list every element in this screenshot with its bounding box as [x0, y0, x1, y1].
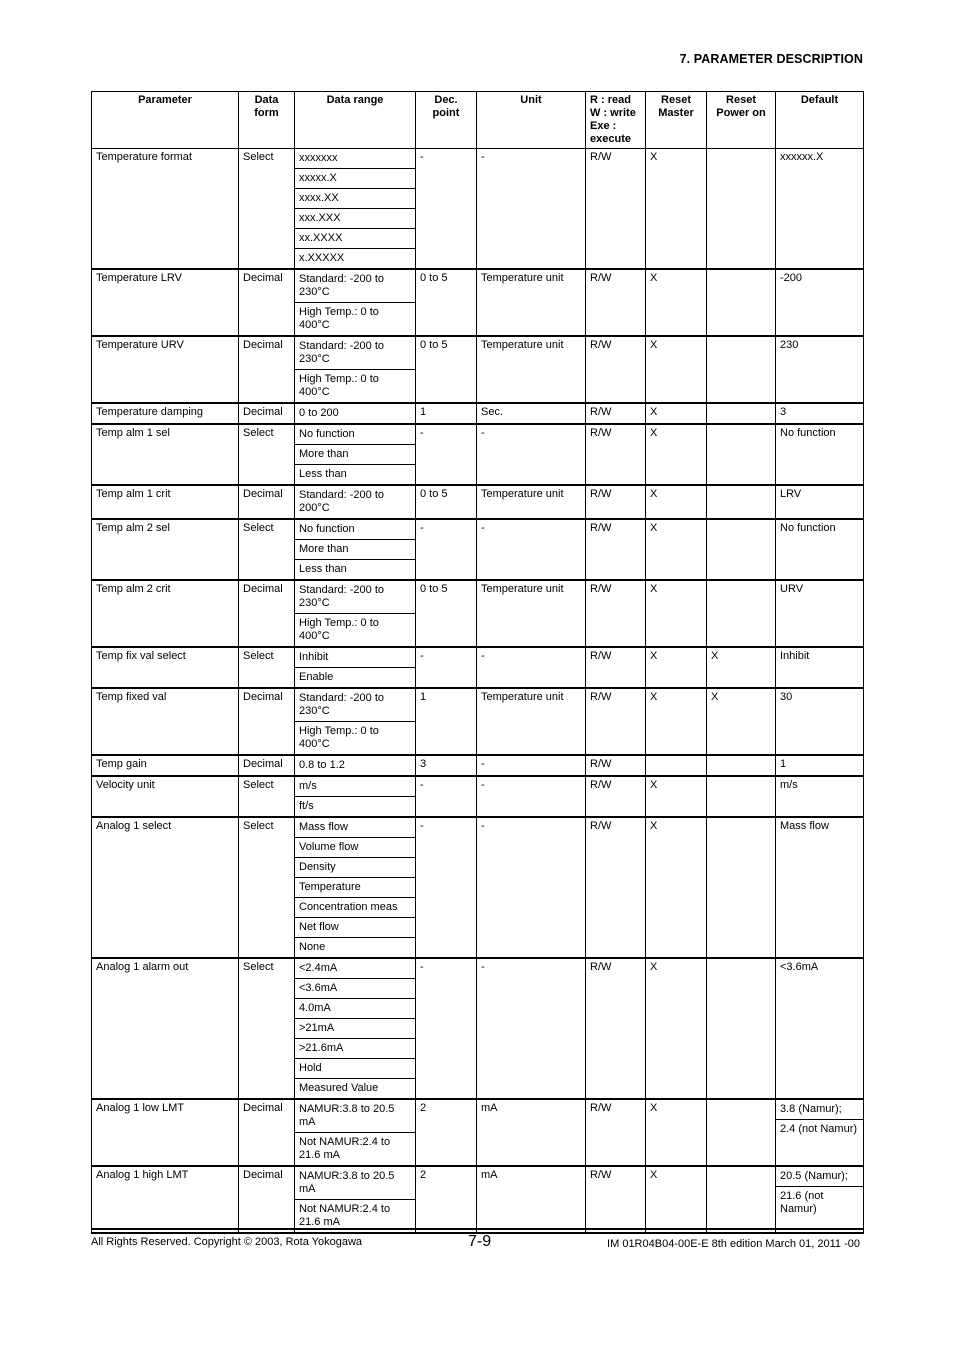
data-range-cell [295, 149, 416, 270]
access-cell: R/W [586, 485, 646, 519]
unit-cell: - [477, 817, 586, 958]
reset-master-cell: X [646, 149, 707, 270]
table-row [92, 424, 864, 485]
data-range-option: >21mA [295, 1019, 415, 1039]
data-form-cell: Decimal [239, 336, 295, 403]
decimal-point-cell: 0 to 5 [416, 485, 477, 519]
col-header-dec-point: Dec. point [416, 92, 477, 149]
table-row [92, 336, 864, 403]
data-range-cell [295, 1166, 416, 1233]
default-cell: LRV [776, 485, 864, 519]
data-range-option: NAMUR:3.8 to 20.5 mA [295, 1100, 415, 1133]
access-cell: R/W [586, 336, 646, 403]
access-cell: R/W [586, 817, 646, 958]
table-row [92, 580, 864, 647]
unit-cell: mA [477, 1099, 586, 1166]
data-range-option: xxxx.XX [295, 189, 415, 209]
access-cell: R/W [586, 580, 646, 647]
default-cell: m/s [776, 776, 864, 817]
parameter-name-cell: Analog 1 alarm out [92, 958, 239, 1099]
data-range-cell [295, 580, 416, 647]
data-range-option: 4.0mA [295, 999, 415, 1019]
reset-master-cell: X [646, 1099, 707, 1166]
table-header-row [92, 92, 864, 149]
default-cell [776, 1099, 864, 1166]
data-range-option: Not NAMUR:2.4 to 21.6 mA [299, 1203, 391, 1228]
data-range-option: No function [295, 520, 415, 540]
reset-master-cell: X [646, 688, 707, 755]
reset-power-on-cell [707, 149, 776, 270]
access-cell: R/W [586, 647, 646, 688]
unit-cell: - [477, 647, 586, 688]
data-range-option: No function [295, 425, 415, 445]
col-header-data-range: Data range [295, 92, 416, 149]
unit-cell: - [477, 424, 586, 485]
data-range-option: High Temp.: 0 to 400°C [299, 725, 379, 750]
col-header-default: Default [776, 92, 864, 149]
parameter-name-cell: Temp alm 1 sel [92, 424, 239, 485]
data-range-option: Measured Value [299, 1082, 379, 1094]
data-range-cell [295, 688, 416, 755]
default-cell: <3.6mA [776, 958, 864, 1099]
decimal-point-cell: 1 [416, 688, 477, 755]
data-range-option: Mass flow [295, 818, 415, 838]
table-row [92, 519, 864, 580]
default-cell: xxxxxx.X [776, 149, 864, 270]
decimal-point-cell: 2 [416, 1099, 477, 1166]
data-form-cell: Decimal [239, 269, 295, 336]
data-form-cell: Select [239, 817, 295, 958]
data-range-option: Standard: -200 to 230°C [295, 270, 415, 303]
reset-master-cell: X [646, 403, 707, 424]
reset-master-cell: X [646, 269, 707, 336]
parameter-name-cell: Analog 1 select [92, 817, 239, 958]
data-range-option: None [299, 941, 326, 953]
reset-power-on-cell [707, 403, 776, 424]
unit-cell: - [477, 755, 586, 776]
data-form-cell: Decimal [239, 580, 295, 647]
col-header-unit: Unit [477, 92, 586, 149]
reset-power-on-cell [707, 755, 776, 776]
data-range-cell [295, 336, 416, 403]
table-row [92, 647, 864, 688]
data-range-option: Inhibit [295, 648, 415, 668]
reset-master-cell [646, 755, 707, 776]
data-form-cell: Select [239, 958, 295, 1099]
unit-cell: - [477, 958, 586, 1099]
table-body [92, 149, 864, 1234]
data-range-option: More than [295, 445, 415, 465]
default-cell: 1 [776, 755, 864, 776]
data-form-cell: Decimal [239, 688, 295, 755]
section-header: 7. PARAMETER DESCRIPTION [679, 52, 863, 66]
decimal-point-cell: 2 [416, 1166, 477, 1233]
col-header-data-form: Data form [239, 92, 295, 149]
footer-divider [91, 1228, 863, 1230]
data-form-cell: Decimal [239, 485, 295, 519]
reset-master-cell: X [646, 580, 707, 647]
default-cell: -200 [776, 269, 864, 336]
data-range-option: Less than [299, 468, 347, 480]
data-range-option: Standard: -200 to 230°C [295, 689, 415, 722]
access-cell: R/W [586, 269, 646, 336]
data-form-cell: Decimal [239, 1099, 295, 1166]
col-header-reset-master: Reset Master [646, 92, 707, 149]
parameter-name-cell: Temp gain [92, 755, 239, 776]
parameter-name-cell: Temperature format [92, 149, 239, 270]
data-range-option: NAMUR:3.8 to 20.5 mA [295, 1167, 415, 1200]
reset-power-on-cell [707, 269, 776, 336]
reset-power-on-cell [707, 817, 776, 958]
decimal-point-cell: 1 [416, 403, 477, 424]
data-range-option: Net flow [295, 918, 415, 938]
decimal-point-cell: - [416, 424, 477, 485]
reset-power-on-cell [707, 1166, 776, 1233]
unit-cell: Temperature unit [477, 269, 586, 336]
data-range-cell [295, 269, 416, 336]
decimal-point-cell: 0 to 5 [416, 269, 477, 336]
default-value: 2.4 (not Namur) [780, 1123, 858, 1135]
data-form-cell: Select [239, 519, 295, 580]
access-cell: R/W [586, 688, 646, 755]
unit-cell: - [477, 519, 586, 580]
data-range-option: High Temp.: 0 to 400°C [299, 306, 379, 331]
table-row [92, 1166, 864, 1233]
parameter-table [91, 91, 864, 1234]
reset-master-cell: X [646, 647, 707, 688]
unit-cell: Temperature unit [477, 688, 586, 755]
decimal-point-cell: - [416, 647, 477, 688]
reset-power-on-cell [707, 519, 776, 580]
data-range-option: Standard: -200 to 230°C [295, 581, 415, 614]
access-cell: R/W [586, 149, 646, 270]
decimal-point-cell: - [416, 776, 477, 817]
access-cell: R/W [586, 958, 646, 1099]
reset-master-cell: X [646, 336, 707, 403]
parameter-name-cell: Analog 1 low LMT [92, 1099, 239, 1166]
data-range-cell [295, 647, 416, 688]
parameter-name-cell: Temp fix val select [92, 647, 239, 688]
reset-master-cell: X [646, 519, 707, 580]
data-range-option: ft/s [299, 800, 314, 812]
col-header-parameter: Parameter [92, 92, 239, 149]
col-header-access: R : read W : write Exe : execute [586, 92, 646, 149]
col-header-reset-power-on: Reset Power on [707, 92, 776, 149]
data-range-option: 0 to 200 [299, 407, 339, 419]
reset-master-cell: X [646, 485, 707, 519]
access-cell: R/W [586, 519, 646, 580]
decimal-point-cell: 0 to 5 [416, 580, 477, 647]
default-value: 21.6 (not Namur) [780, 1190, 824, 1215]
table-row [92, 776, 864, 817]
data-range-option: xx.XXXX [295, 229, 415, 249]
data-range-option: 0.8 to 1.2 [299, 759, 345, 771]
table-row [92, 1099, 864, 1166]
default-cell: URV [776, 580, 864, 647]
decimal-point-cell: 3 [416, 755, 477, 776]
access-cell: R/W [586, 776, 646, 817]
data-range-option: High Temp.: 0 to 400°C [299, 617, 379, 642]
data-range-option: xxxxx.X [295, 169, 415, 189]
data-form-cell: Select [239, 776, 295, 817]
reset-power-on-cell: X [707, 647, 776, 688]
unit-cell: Temperature unit [477, 336, 586, 403]
access-cell: R/W [586, 403, 646, 424]
footer-document-id: IM 01R04B04-00E-E 8th edition March 01, 2011 -00 [607, 1238, 860, 1250]
data-range-option: Not NAMUR:2.4 to 21.6 mA [299, 1136, 391, 1161]
parameter-name-cell: Temp alm 2 sel [92, 519, 239, 580]
parameter-name-cell: Analog 1 high LMT [92, 1166, 239, 1233]
data-range-option: Enable [299, 671, 334, 683]
reset-master-cell: X [646, 958, 707, 1099]
default-cell: No function [776, 424, 864, 485]
reset-power-on-cell [707, 958, 776, 1099]
data-range-option: >21.6mA [295, 1039, 415, 1059]
table-row [92, 149, 864, 270]
parameter-name-cell: Temperature URV [92, 336, 239, 403]
parameter-name-cell: Temp alm 1 crit [92, 485, 239, 519]
data-form-cell: Select [239, 149, 295, 270]
data-range-option: Temperature [295, 878, 415, 898]
default-cell: Inhibit [776, 647, 864, 688]
reset-master-cell: X [646, 1166, 707, 1233]
parameter-name-cell: Temp fixed val [92, 688, 239, 755]
table-row [92, 755, 864, 776]
parameter-name-cell: Temperature damping [92, 403, 239, 424]
decimal-point-cell: - [416, 817, 477, 958]
default-value: 20.5 (Namur); [776, 1167, 863, 1187]
default-cell: 30 [776, 688, 864, 755]
footer-copyright: All Rights Reserved. Copyright © 2003, Rota Yokogawa [91, 1236, 363, 1248]
decimal-point-cell: - [416, 519, 477, 580]
access-cell: R/W [586, 1166, 646, 1233]
data-range-option: Density [295, 858, 415, 878]
reset-master-cell: X [646, 776, 707, 817]
default-value: 3.8 (Namur); [776, 1100, 863, 1120]
table-row [92, 958, 864, 1099]
data-range-cell [295, 403, 416, 424]
default-cell [776, 1166, 864, 1233]
decimal-point-cell: - [416, 149, 477, 270]
reset-power-on-cell [707, 580, 776, 647]
data-range-option: More than [295, 540, 415, 560]
reset-master-cell: X [646, 424, 707, 485]
parameter-name-cell: Temperature LRV [92, 269, 239, 336]
reset-power-on-cell: X [707, 688, 776, 755]
data-range-option: <3.6mA [295, 979, 415, 999]
table-row [92, 485, 864, 519]
data-range-option: Standard: -200 to 230°C [295, 337, 415, 370]
data-form-cell: Decimal [239, 403, 295, 424]
default-cell: 3 [776, 403, 864, 424]
access-cell: R/W [586, 1099, 646, 1166]
data-range-option: Less than [299, 563, 347, 575]
decimal-point-cell: - [416, 958, 477, 1099]
data-range-option: Hold [295, 1059, 415, 1079]
reset-power-on-cell [707, 1099, 776, 1166]
data-range-cell [295, 1099, 416, 1166]
data-form-cell: Decimal [239, 1166, 295, 1233]
data-range-option: Volume flow [295, 838, 415, 858]
data-range-option: High Temp.: 0 to 400°C [299, 373, 379, 398]
default-cell: No function [776, 519, 864, 580]
access-cell: R/W [586, 755, 646, 776]
reset-power-on-cell [707, 485, 776, 519]
data-range-cell [295, 755, 416, 776]
reset-master-cell: X [646, 817, 707, 958]
reset-power-on-cell [707, 336, 776, 403]
table-row [92, 403, 864, 424]
footer-page-number: 7-9 [468, 1233, 492, 1250]
data-range-cell [295, 817, 416, 958]
data-form-cell: Select [239, 647, 295, 688]
data-range-cell [295, 776, 416, 817]
parameter-name-cell: Temp alm 2 crit [92, 580, 239, 647]
data-form-cell: Select [239, 424, 295, 485]
data-range-option: m/s [295, 777, 415, 797]
data-range-cell [295, 485, 416, 519]
parameter-name-cell: Velocity unit [92, 776, 239, 817]
data-range-option: Concentration meas [295, 898, 415, 918]
default-cell: Mass flow [776, 817, 864, 958]
unit-cell: Temperature unit [477, 485, 586, 519]
unit-cell: Sec. [477, 403, 586, 424]
reset-power-on-cell [707, 424, 776, 485]
data-range-cell [295, 519, 416, 580]
data-range-option: <2.4mA [295, 959, 415, 979]
data-range-option: x.XXXXX [299, 252, 345, 264]
data-range-cell [295, 958, 416, 1099]
unit-cell: - [477, 149, 586, 270]
decimal-point-cell: 0 to 5 [416, 336, 477, 403]
data-range-cell [295, 424, 416, 485]
unit-cell: mA [477, 1166, 586, 1233]
access-cell: R/W [586, 424, 646, 485]
unit-cell: - [477, 776, 586, 817]
default-cell: 230 [776, 336, 864, 403]
data-range-option: Standard: -200 to 200°C [299, 489, 385, 514]
table-row [92, 817, 864, 958]
data-range-option: xxx.XXX [295, 209, 415, 229]
data-form-cell: Decimal [239, 755, 295, 776]
table-row [92, 688, 864, 755]
data-range-option: xxxxxxx [295, 149, 415, 169]
table-row [92, 269, 864, 336]
unit-cell: Temperature unit [477, 580, 586, 647]
reset-power-on-cell [707, 776, 776, 817]
